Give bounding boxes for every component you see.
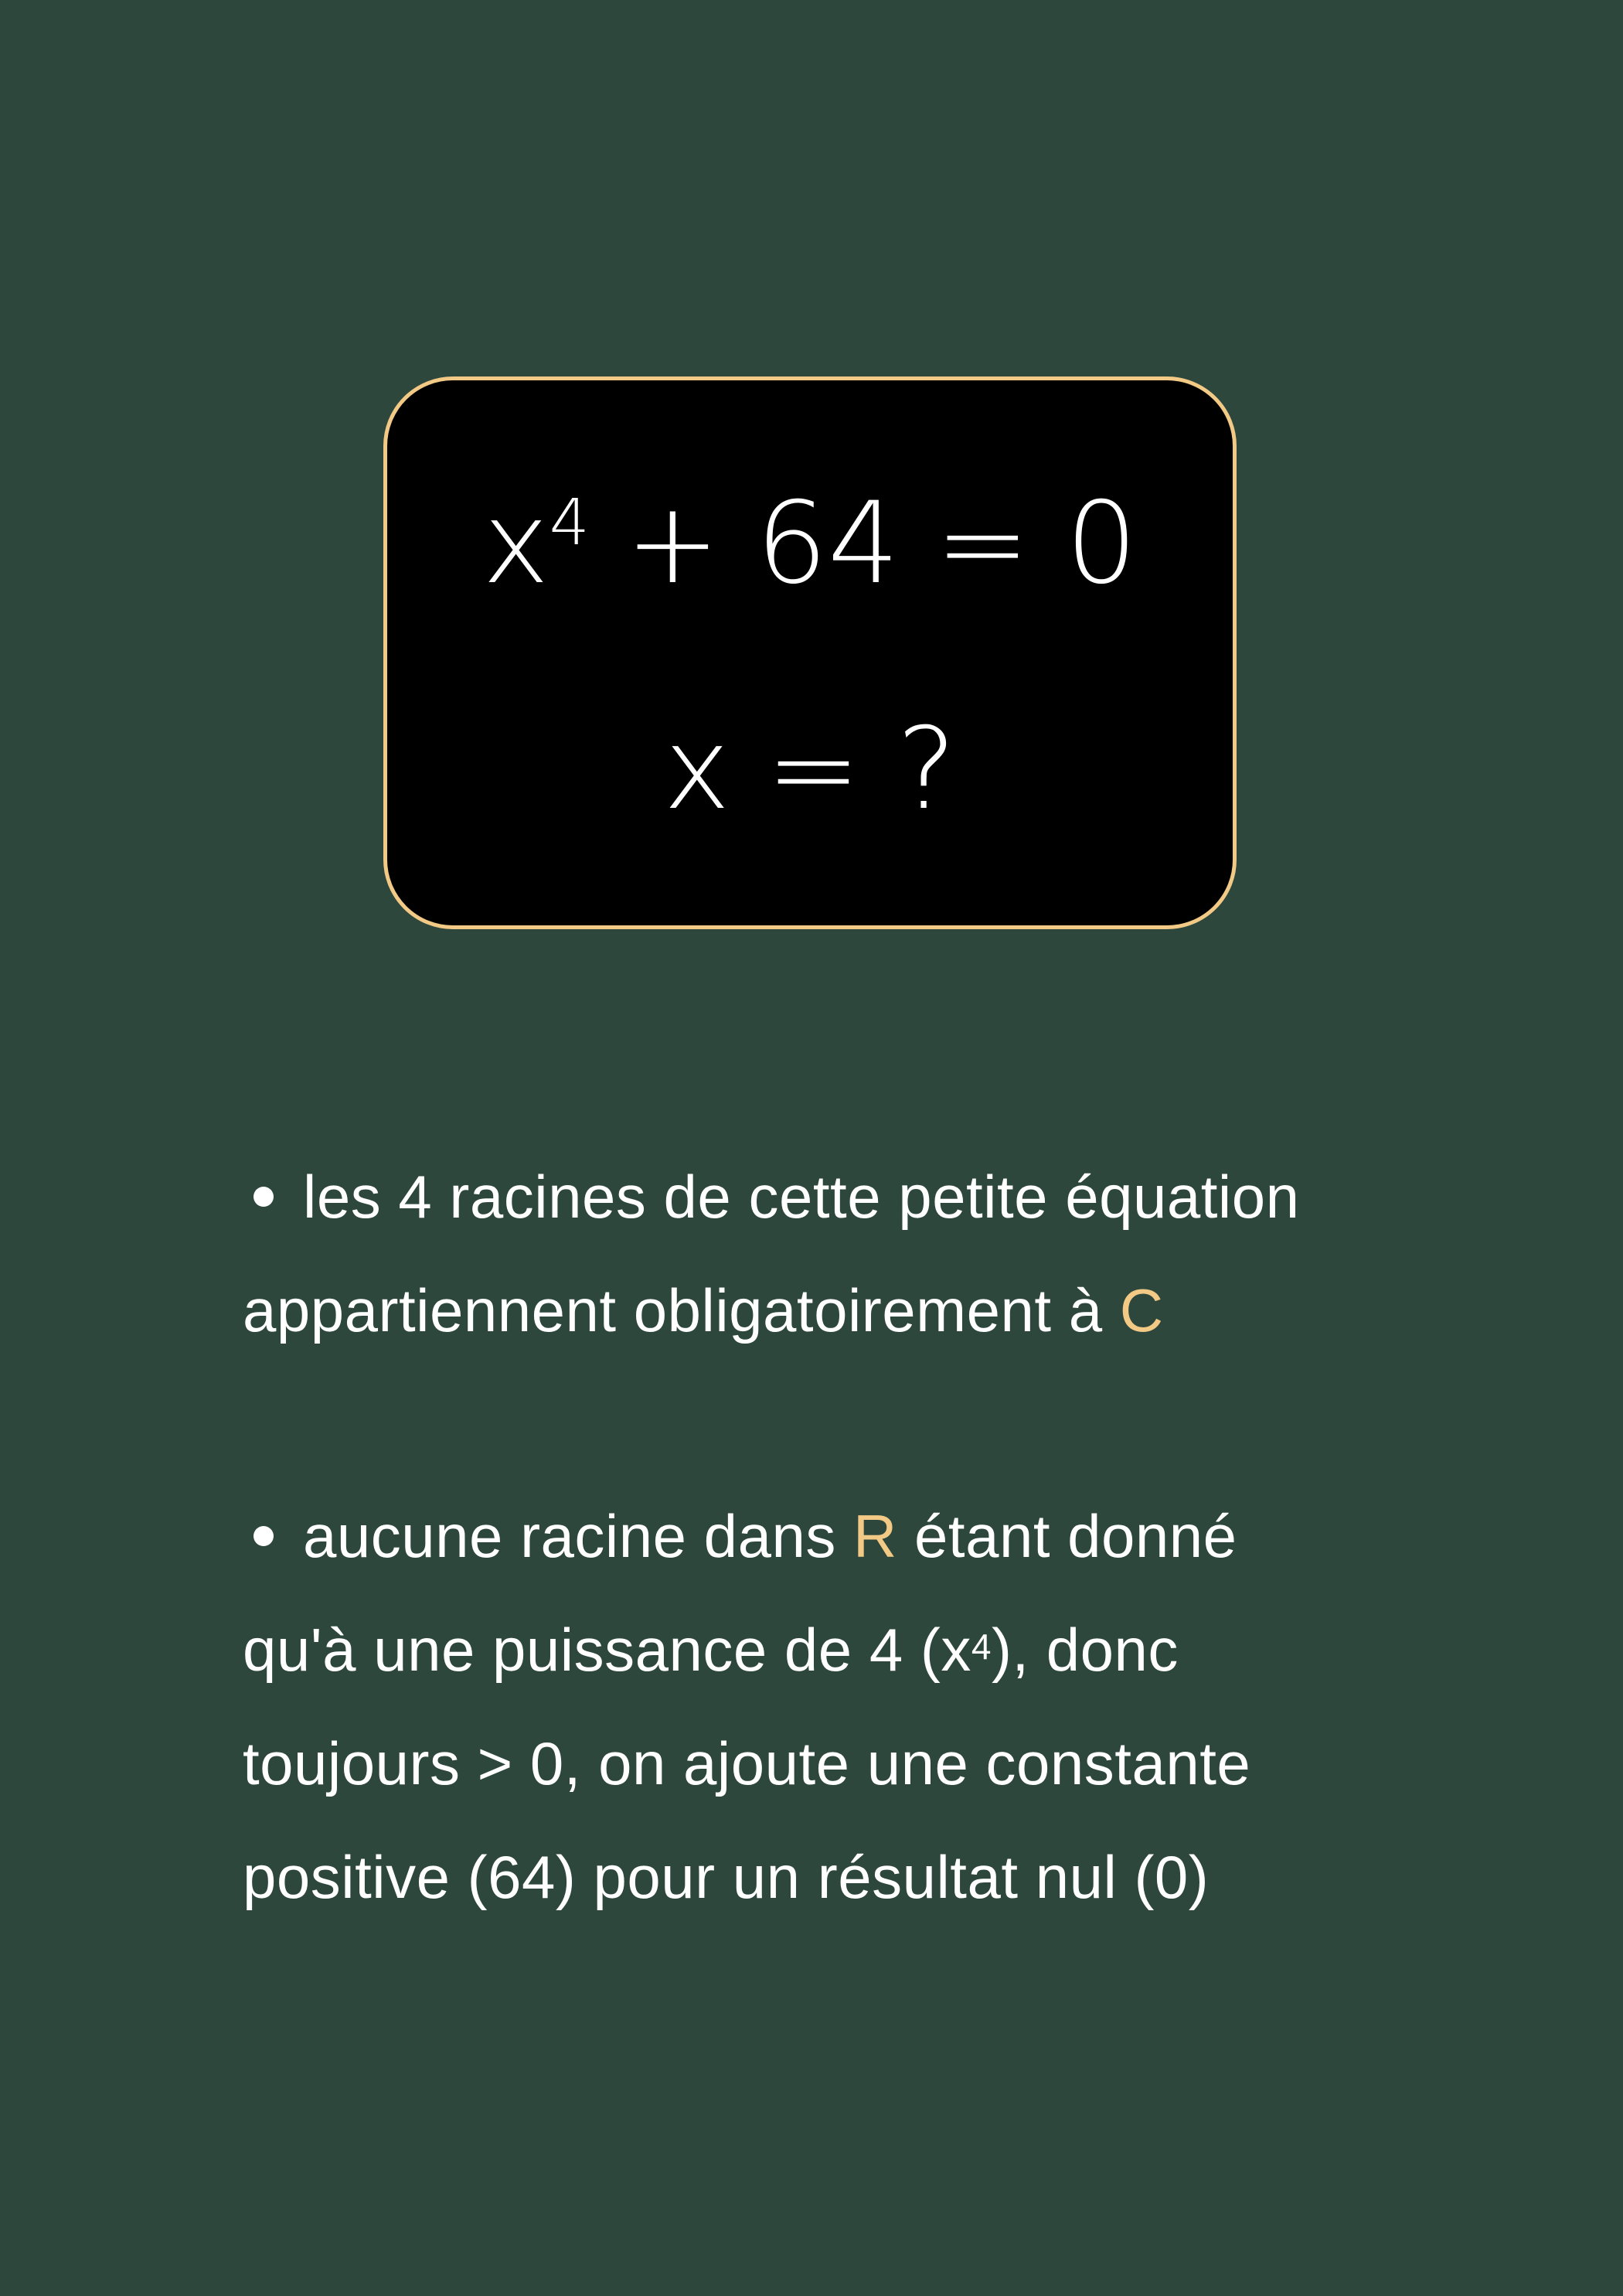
- equation-exponent: 4: [549, 486, 590, 560]
- bullet-paragraph-1: [243, 1140, 1448, 1368]
- bullet-2-line-2-after: ), donc: [991, 1616, 1179, 1684]
- bullet-2-line-1: [243, 1480, 1448, 1593]
- question-line: x = ?: [663, 703, 957, 835]
- bullet-dot-icon: [253, 1187, 274, 1207]
- equation-variable: x: [482, 478, 550, 609]
- bullet-1-line-2: [243, 1254, 1448, 1368]
- bullet-dot-icon: [253, 1526, 274, 1546]
- bullet-2-line-4: positive (64) pour un résultat nul (0): [243, 1843, 1210, 1911]
- bullet-2-line-2-before: qu'à une puissance de 4 (x: [243, 1616, 971, 1684]
- equation-box: [383, 376, 1237, 929]
- bullet-2-text-after: étant donné: [897, 1502, 1237, 1570]
- bullet-2-exponent: 4: [971, 1627, 992, 1667]
- bullet-paragraph-2: [243, 1480, 1448, 1934]
- equation-line: [387, 478, 1233, 609]
- bullet-1-text-2: appartiennent obligatoirement à: [243, 1276, 1120, 1344]
- complex-set-symbol: C: [1119, 1276, 1164, 1344]
- bullet-1-text: les 4 racines de cette petite équation: [303, 1163, 1300, 1231]
- bullet-2-text-before: aucune racine dans: [303, 1502, 853, 1570]
- bullet-2-line-2: [243, 1593, 1448, 1707]
- bullet-2-line-3: toujours > 0, on ajoute une constante: [243, 1729, 1251, 1797]
- real-set-symbol: R: [853, 1502, 897, 1570]
- equation-rest: + 64 = 0: [625, 478, 1138, 609]
- bullet-1-line-1: [243, 1140, 1448, 1254]
